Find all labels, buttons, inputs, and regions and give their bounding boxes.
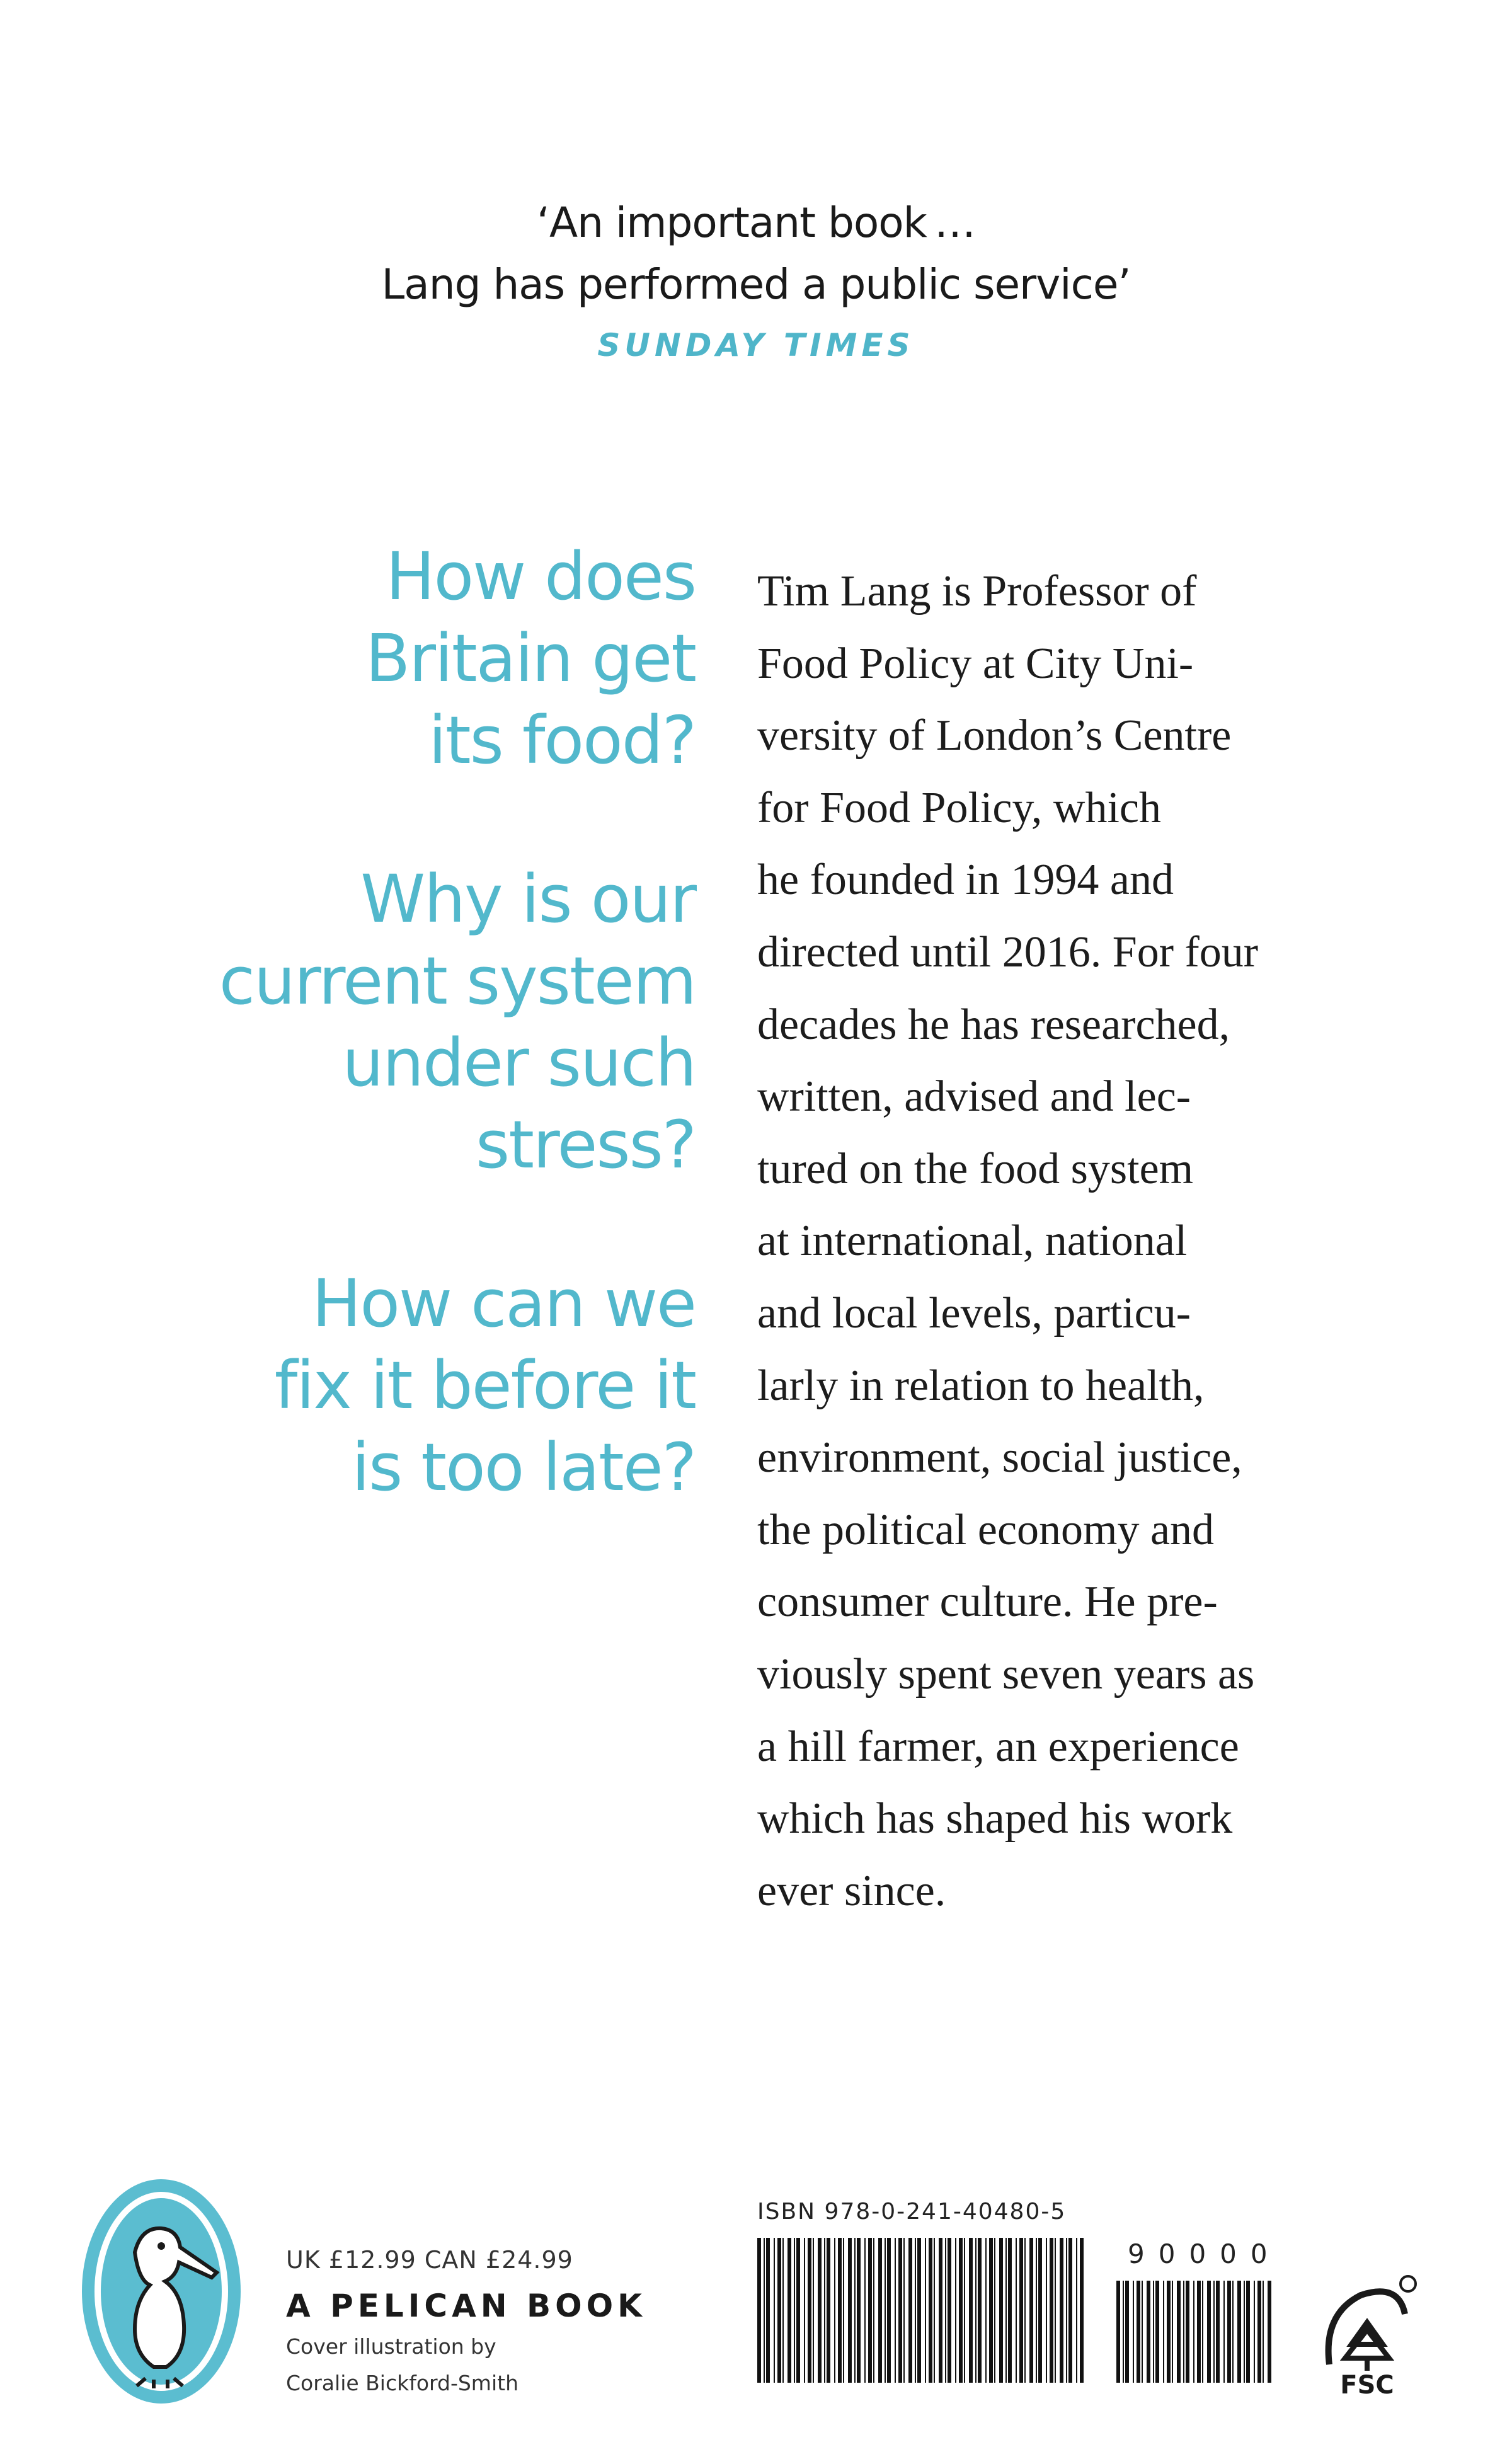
isbn-label: ISBN 978-0-241-40480-5: [757, 2199, 1067, 2225]
cover-credit-line-2: Coralie Bickford-Smith: [286, 2371, 518, 2395]
questions-block: [34, 536, 696, 1585]
fsc-label: FSC: [1340, 2371, 1394, 2399]
quote-source: SUNDAY TIMES: [597, 327, 915, 364]
bio-line: consumer culture. He pre-: [757, 1578, 1218, 1627]
question-3-line-1: How can we: [312, 1265, 696, 1342]
bio-line: directed until 2016. For four: [757, 927, 1259, 977]
question-1-line-1: How does: [386, 538, 696, 615]
author-bio: [757, 556, 1375, 1927]
bio-line: for Food Policy, which: [757, 783, 1161, 832]
bio-line: larly in relation to health,: [757, 1361, 1205, 1410]
bio-line: Food Policy at City Uni-: [757, 639, 1194, 688]
question-3: [34, 1263, 696, 1508]
bio-line: ever since.: [757, 1866, 946, 1915]
review-quote: [0, 192, 1512, 374]
bio-line: a hill farmer, an experience: [757, 1722, 1239, 1771]
question-2-line-1: Why is our: [360, 861, 696, 937]
question-3-line-2: fix it before it: [274, 1347, 696, 1424]
question-1: [34, 536, 696, 781]
bio-line: Tim Lang is Professor of: [757, 567, 1197, 616]
question-2-line-4: stress?: [476, 1106, 696, 1183]
series-name: A PELICAN BOOK: [286, 2288, 646, 2324]
barcode-addon-code: 90000: [1128, 2238, 1281, 2269]
bio-line: tured on the food system: [757, 1144, 1194, 1193]
question-1-line-3: its food?: [428, 702, 696, 779]
question-2-line-2: current system: [219, 943, 696, 1019]
bio-line: at international, national: [757, 1217, 1188, 1266]
question-2-line-3: under such: [342, 1024, 696, 1101]
bio-line: the political economy and: [757, 1505, 1215, 1554]
bio-line: environment, social justice,: [757, 1433, 1242, 1482]
quote-line-2: Lang has performed a public service’: [381, 260, 1131, 309]
imprint-block: [286, 2246, 646, 2397]
cover-credit-line-1: Cover illustration by: [286, 2334, 496, 2359]
barcode-addon-icon: [1116, 2281, 1274, 2383]
penguin-logo-icon: [79, 2177, 243, 2407]
quote-line-1: ‘An important book …: [536, 198, 976, 247]
barcode-icon: [757, 2238, 1085, 2383]
question-1-line-2: Britain get: [365, 620, 696, 697]
bio-line: he founded in 1994 and: [757, 856, 1174, 905]
bio-line: decades he has researched,: [757, 1000, 1230, 1049]
bio-line: and local levels, particu-: [757, 1288, 1191, 1338]
question-2: [34, 858, 696, 1186]
price: UK £12.99 CAN £24.99: [286, 2246, 573, 2274]
bio-line: versity of London’s Centre: [757, 711, 1232, 760]
question-3-line-3: is too late?: [352, 1429, 696, 1506]
bio-line: which has shaped his work: [757, 1794, 1233, 1843]
bio-line: written, advised and lec-: [757, 1072, 1191, 1121]
fsc-logo-icon: [1317, 2270, 1418, 2399]
bio-line: viously spent seven years as: [757, 1649, 1255, 1699]
